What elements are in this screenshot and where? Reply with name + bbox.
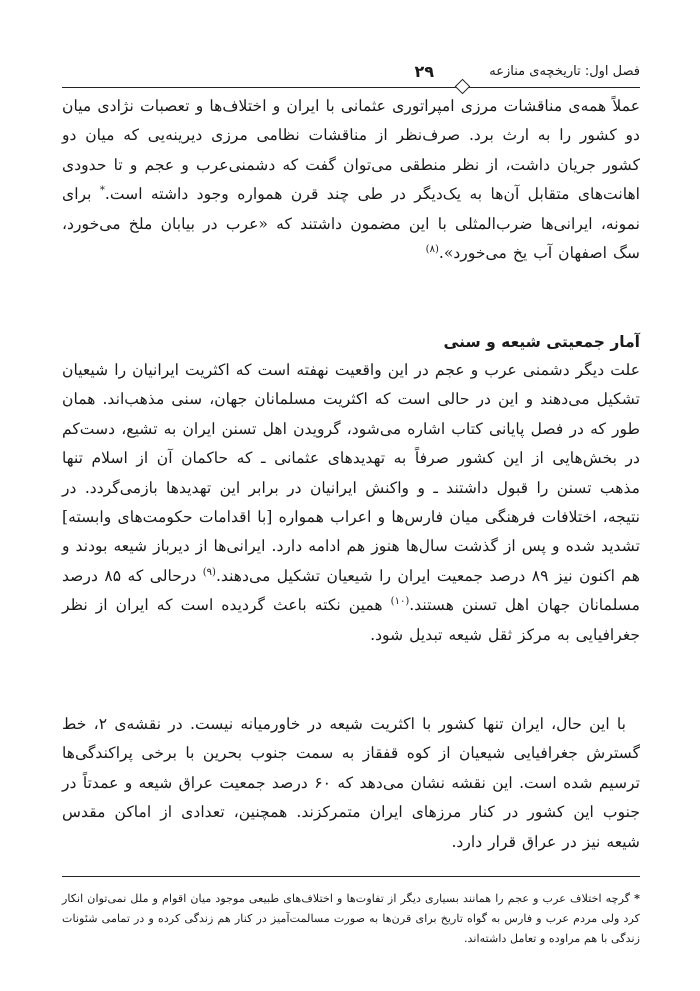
paragraph-2-text-b: درحالی که ۸۵ درصد مسلمانان جهان اهل تسنن هستند. bbox=[62, 566, 641, 615]
paragraph-1-proverb: برای نمونه، ایرانی‌ها ضرب‌المثلی با این مضمون داشتند که «عرب در بیابان ملخ می‌خورد، سگ اصفهان آب یخ می‌خورد». bbox=[62, 185, 640, 263]
paragraph-1 bbox=[62, 92, 640, 268]
footnote-text: گرچه اختلاف عرب و عجم را همانند بسیاری دیگر از تفاوت‌ها و اختلاف‌های طبیعی موجود میان اقوام و ملل نمی‌توان انکار کرد ولی مردم عرب و فارس به گواه تاریخ برای قرن‌ها به صورت مسالمت‌آمیز در کنار هم زندگی کرده و در تمامی شئونات زندگی با هم مراوده و تعامل داشته‌اند. bbox=[62, 892, 640, 945]
paragraph-2 bbox=[62, 356, 640, 650]
citation-8: (۸) bbox=[425, 243, 439, 255]
paragraph-3: با این حال، ایران تنها کشور با اکثریت شیعه در خاورمیانه نیست. در نقشه‌ی ۲، خط گسترش جغرافیایی شیعیان از کوه قفقاز به سمت جنوب بحرین با برخی پراکندگی‌ها ترسیم شده است. این نقشه نشان می‌دهد که ۶۰ درصد جمعیت عراق شیعه و عمدتاً در جنوب این کشور در کنار مرزهای ایران متمرکزند. همچنین، تعدادی از اماکن مقدس شیعه نیز در عراق قرار دارد. bbox=[62, 715, 640, 851]
chapter-title: فصل اول: تاریخچه‌ی منازعه bbox=[489, 64, 640, 79]
citation-10: (۱۰) bbox=[390, 596, 410, 608]
page-number: ۲۹ bbox=[414, 62, 434, 81]
header-rule bbox=[62, 87, 640, 88]
book-page bbox=[62, 0, 640, 991]
running-header bbox=[62, 62, 640, 84]
paragraph-1-text: عملاً همه‌ی مناقشات مرزی امپراتوری عثمانی با ایران و اختلاف‌ها و تعصبات نژادی میان دو کشور را به ارث برد. صرف‌نظر از مناقشات نظامی مرزی دیرینه‌یی که میان دو کشور جریان داشت، از نظر منطقی می‌توان گفت که دشمنی‌عرب و عجم و تا حدودی اهانت‌های متقابل آن‌ها به یک‌دیگر در طی چند قرن همواره وجود داشته است. bbox=[62, 97, 640, 204]
paragraph-2-text-c: همین نکته باعث گردیده است که ایران از نظر جغرافیایی به مرکز ثقل شیعه تبدیل شود. bbox=[62, 596, 640, 644]
footnote-marker: * bbox=[99, 185, 105, 197]
paragraph-2-text: علت دیگر دشمنی عرب و عجم در این واقعیت نهفته است که اکثریت ایرانیان را شیعیان تشکیل می‌دهند و این در حالی است که اکثریت مسلمانان جهان، سنی مذهب‌اند. همان طور که در فصل پایانی کتاب اشاره می‌شود، گرویدن اهل تسنن ایران به تشیع، دست‌کم در بخش‌هایی از این کشور صرفاً به تهدیدهای عثمانی ـ که حاکمان آن از اسلام تنها مذهب تسنن را قبول داشتند ـ و واکنش ایرانیان در برابر این تهدیدها بازمی‌گردد. در نتیجه، اختلافات فرهنگی میان فارس‌ها و اعراب همواره [با اقدامات حکومت‌های وابسته] تشدید شده و پس از گذشت سال‌ها هنوز هم ادامه دارد. ایرانی‌ها از دیرباز شیعه بودند و هم اکنون نیز ۸۹ درصد جمعیت ایران را شیعیان تشکیل می‌دهند. bbox=[62, 361, 641, 585]
footnote-rule bbox=[62, 876, 640, 877]
footnote-star: * bbox=[634, 891, 640, 905]
citation-9: (۹) bbox=[202, 566, 216, 578]
section-heading: آمار جمعیتی شیعه و سنی bbox=[443, 333, 640, 351]
footnote bbox=[62, 888, 640, 949]
